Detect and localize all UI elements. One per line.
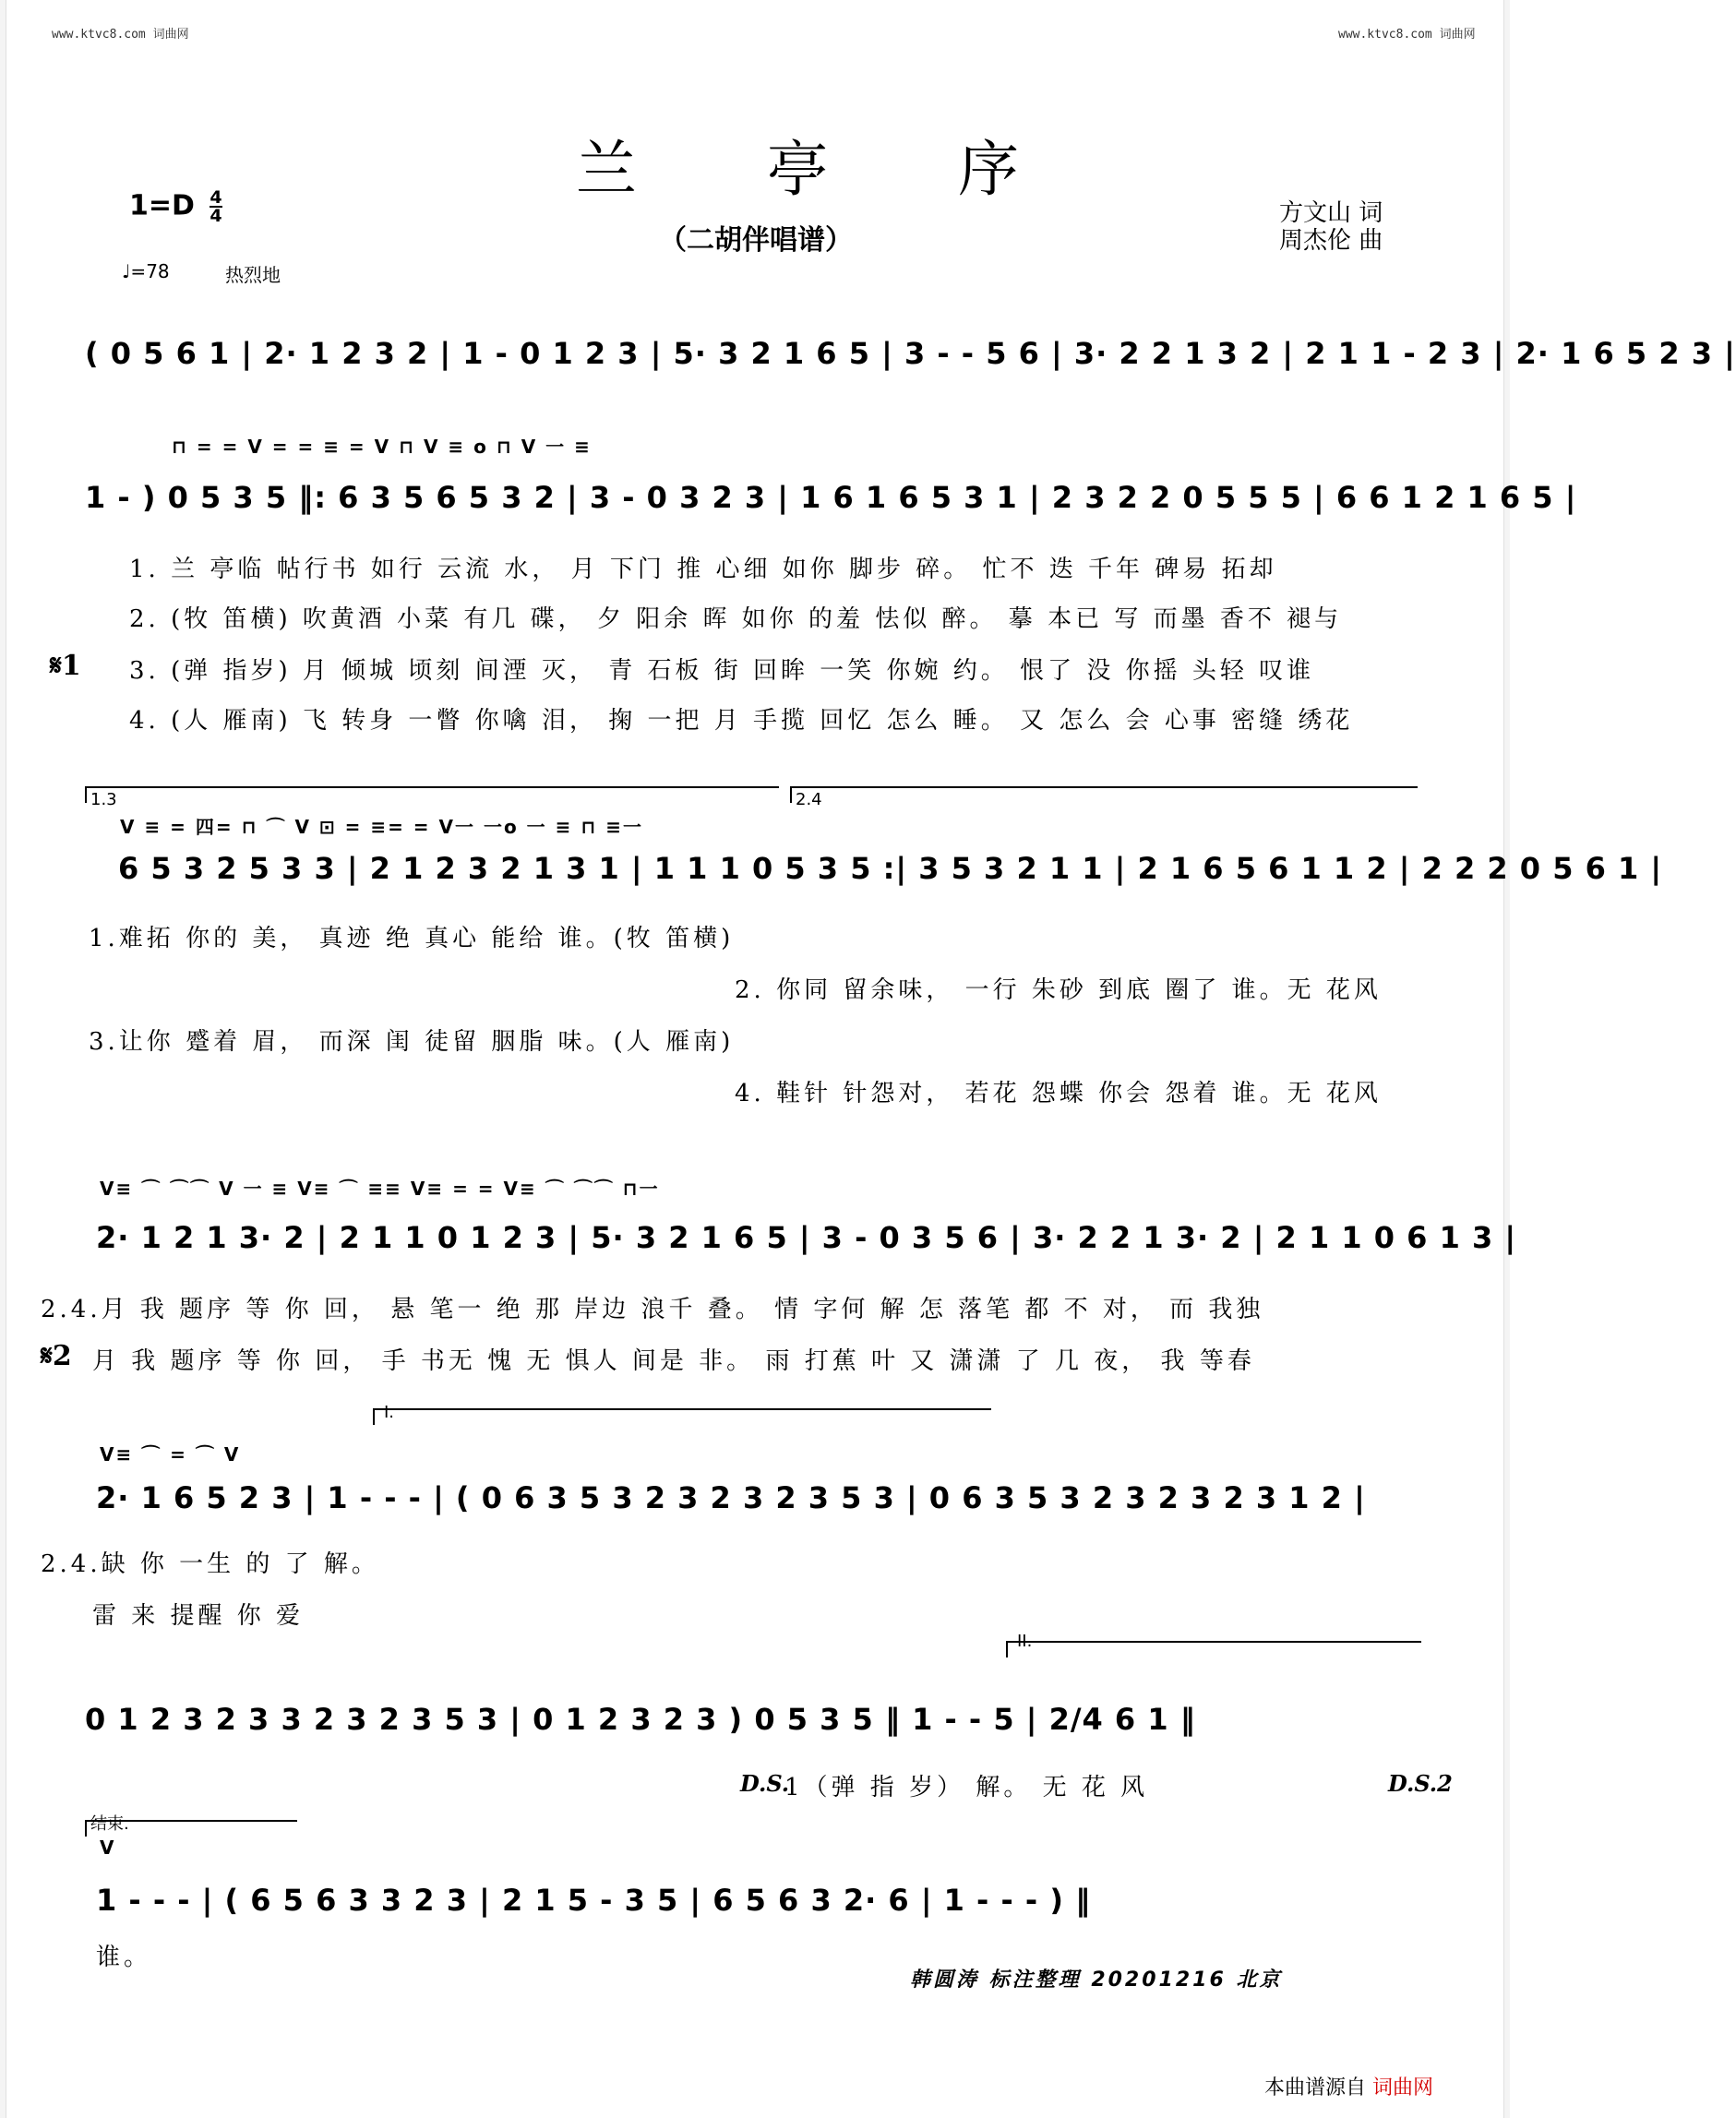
page-subtitle: （二胡伴唱谱）	[659, 224, 853, 257]
lyricist-credit: 方文山 词	[1279, 199, 1383, 227]
system1-notes: ( 0 5 6 1 | 2· 1 2 3 2 | 1 - 0 1 2 3 | 5· 3 2 1 6 5 | 3 - - 5 6 | 3· 2 2 1 3 2 | 2 1 1 - 2 3 | 2· 1 6 5 2 3 |	[85, 336, 1736, 371]
system4-lyric-verse24: 2.4.月 我 题序 等 你 回， 悬 笔一 绝 那 岸边 浪千 叠。 情 字何 解 怎 落笔 都 不 对， 而 我独	[41, 1296, 1264, 1323]
final-ending-bracket-tick	[85, 1820, 87, 1837]
volta1-label: 1.3	[90, 790, 117, 809]
source-brand-link[interactable]: 词曲网	[1372, 2076, 1434, 2100]
system3-lyric-verse1: 1.难拓 你的 美， 真迹 绝 真心 能给 谁。(牧 笛横)	[89, 925, 735, 952]
system7-notes: 1 - - - | ( 6 5 6 3 3 2 3 | 2 1 5 - 3 5 | 6 5 6 3 2· 6 | 1 - - - ) ‖	[96, 1883, 1092, 1918]
volta2-bracket-tick	[790, 786, 792, 803]
final-ending-label: 结束.	[90, 1814, 129, 1834]
system7-lyric: 谁。	[96, 1944, 152, 1971]
system3-notes: 6 5 3 2 5 3 3 | 2 1 2 3 2 1 3 1 | 1 1 1 0 5 3 5 :| 3 5 3 2 1 1 | 2 1 6 5 6 1 1 2 | 2 2 2 0 5 6 1 |	[118, 851, 1663, 886]
system5-lyric-verse24: 2.4.缺 你 一生 的 了 解。	[41, 1550, 379, 1578]
system4-lyric-alt: 月 我 题序 等 你 回， 手 书无 愧 无 惧人 间是 非。 雨 打蕉 叶 又 潇潇 了 几 夜， 我 等春	[92, 1347, 1255, 1375]
system5-lyric-alt: 雷 来 提醒 你 爱	[92, 1602, 305, 1630]
volta-II-bracket	[1006, 1641, 1421, 1643]
volta1-bracket-tick	[85, 786, 87, 803]
page-title: 兰 亭 序	[576, 134, 1074, 205]
dal-segno-1-lyric: 1（弹 指 岁） 解。 无 花 风	[784, 1774, 1149, 1801]
system5-notes: 2· 1 6 5 2 3 | 1 - - - | ( 0 6 3 5 3 2 3 2 3 2 3 5 3 | 0 6 3 5 3 2 3 2 3 2 3 1 2 |	[96, 1480, 1366, 1515]
system4-notes: 2· 1 2 1 3· 2 | 2 1 1 0 1 2 3 | 5· 3 2 1 6 5 | 3 - 0 3 5 6 | 3· 2 2 1 3· 2 | 2 1 1 0 6 1 3 |	[96, 1220, 1517, 1255]
volta-I-bracket-tick	[373, 1408, 375, 1425]
time-signature-bottom: 4	[210, 206, 222, 226]
volta-II-label: II.	[1017, 1632, 1033, 1651]
system2-bowing-marks: ⊓ = = V = = ≡ = V ⊓ V ≡ o ⊓ V 一 ≡	[172, 436, 592, 458]
system2-lyric-verse1: 1. 兰 亭临 帖行书 如行 云流 水， 月 下门 推 心细 如你 脚步 碎。 忙不 迭 千年 碑易 拓却	[129, 556, 1277, 583]
tempo-marking: ♩=78	[122, 260, 170, 282]
system2-lyric-verse2: 2. (牧 笛横) 吹黄酒 小菜 有几 碟， 夕 阳余 晖 如你 的羞 怯似 醉。 摹 本已 写 而墨 香不 褪与	[129, 605, 1343, 633]
right-margin-strip	[1503, 0, 1510, 2118]
arranger-credit: 韩圆涛 标注整理 20201216 北京	[910, 1968, 1283, 1992]
system2-notes: 1 - ) 0 5 3 5 ‖: 6 3 5 6 5 3 2 | 3 - 0 3 2 3 | 1 6 1 6 5 3 1 | 2 3 2 2 0 5 5 5 | 6 6 1 2 1 6 5 |	[85, 480, 1577, 515]
volta-I-label: I.	[384, 1403, 395, 1422]
system7-bowing-marks: V	[100, 1837, 116, 1859]
volta2-label: 2.4	[796, 790, 822, 809]
system3-lyric-verse4: 4. 鞋针 针怨对， 若花 怨蝶 你会 怨着 谁。无 花风	[735, 1080, 1382, 1107]
volta1-bracket	[85, 786, 779, 788]
source-prefix: 本曲谱源自	[1264, 2076, 1367, 2100]
left-margin-strip	[0, 0, 6, 2118]
volta-I-bracket	[373, 1408, 991, 1410]
key-label: 1=D	[129, 189, 195, 222]
system4-bowing-marks: V≡ ⌒ ⌒⌒ V 一 ≡ V≡ ⌒ ≡≡ V≡ = = V≡ ⌒ ⌒⌒ ⊓一	[100, 1178, 660, 1200]
volta-II-bracket-tick	[1006, 1641, 1008, 1657]
time-signature-top: 4	[210, 187, 222, 208]
system5-bowing-marks: V≡ ⌒ = ⌒ V	[100, 1443, 241, 1466]
segno-2: 𝄋2	[41, 1340, 72, 1372]
volta2-bracket	[790, 786, 1418, 788]
system3-lyric-verse2: 2. 你同 留余味， 一行 朱砂 到底 圈了 谁。无 花风	[735, 976, 1382, 1004]
system2-lyric-verse3: 3. (弹 指岁) 月 倾城 顷刻 间湮 灭， 青 石板 街 回眸 一笑 你婉 约。 恨了 没 你摇 头轻 叹谁	[129, 657, 1315, 685]
key-signature	[129, 189, 222, 224]
composer-credit: 周杰伦 曲	[1279, 227, 1383, 255]
system2-lyric-verse4: 4. (人 雁南) 飞 转身 一瞥 你噙 泪， 掬 一把 月 手揽 回忆 怎么 睡。 又 怎么 会 心事 密缝 绣花	[129, 707, 1354, 735]
header-site-left[interactable]: www.ktvc8.com 词曲网	[52, 28, 189, 42]
system3-bowing-marks: V ≡ = 四= ⊓ ⌒ V ⊡ = ≡= = V一 一o 一 ≡ ⊓ ≡一	[120, 816, 643, 838]
header-site-right[interactable]: www.ktvc8.com 词曲网	[1338, 28, 1476, 42]
dal-segno-1: D.S.	[740, 1770, 790, 1797]
system3-lyric-verse3: 3.让你 蹙着 眉， 而深 闺 徒留 胭脂 味。(人 雁南)	[89, 1028, 735, 1056]
dal-segno-2: D.S.2	[1388, 1770, 1453, 1797]
system6-notes: 0 1 2 3 2 3 3 2 3 2 3 5 3 | 0 1 2 3 2 3 ) 0 5 3 5 ‖ 1 - - 5 | 2/4 6 1 ‖	[85, 1702, 1196, 1737]
time-signature	[210, 189, 221, 224]
expression-marking: 热烈地	[225, 264, 281, 286]
segno-1: 𝄋1	[50, 650, 81, 682]
source-credit[interactable]	[1264, 2072, 1433, 2100]
